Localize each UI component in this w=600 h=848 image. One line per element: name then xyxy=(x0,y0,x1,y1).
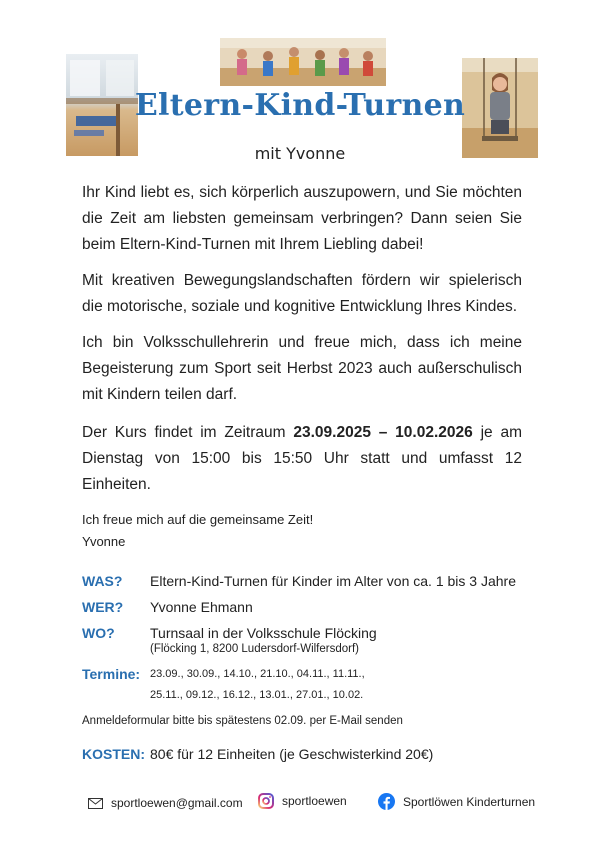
was-label: WAS? xyxy=(82,573,123,589)
termine-label: Termine: xyxy=(82,666,141,682)
registration-note: Anmeldeformular bitte bis spätestens 02.09. per E-Mail senden xyxy=(82,715,403,727)
mail-icon xyxy=(88,798,103,809)
footer-facebook[interactable] xyxy=(378,793,535,810)
signature: Yvonne xyxy=(82,534,126,549)
gym-hall-photo xyxy=(66,54,138,156)
facebook-icon xyxy=(378,793,395,810)
termine-dates-line-2: 25.11., 09.12., 16.12., 13.01., 27.01., 10.02. xyxy=(150,689,364,701)
wo-value: Turnsaal in der Volksschule Flöcking xyxy=(150,625,377,641)
instagram-handle[interactable]: sportloewen xyxy=(282,794,347,808)
schedule-text-end: je am Dienstag von 15:00 bis 15:50 Uhr statt und umfasst 12 Einheiten. xyxy=(82,424,522,493)
instagram-icon xyxy=(258,793,274,809)
intro-paragraph-1: Ihr Kind liebt es, sich körperlich auszupowern, und Sie möchten die Zeit am liebsten gemeinsam verbringen? Dann seien Sie beim Eltern-Kind-Turnen mit Ihrem Liebling dabei! xyxy=(82,184,522,253)
schedule-text-start: Der Kurs findet im Zeitraum xyxy=(82,424,294,441)
footer-email[interactable] xyxy=(88,796,243,810)
facebook-page-name[interactable]: Sportlöwen Kinderturnen xyxy=(403,794,536,809)
wo-address: (Flöcking 1, 8200 Ludersdorf-Wilfersdorf) xyxy=(150,643,359,655)
email-address[interactable]: sportloewen@gmail.com xyxy=(111,796,243,810)
was-value: Eltern-Kind-Turnen für Kinder im Alter von ca. 1 bis 3 Jahre xyxy=(150,573,516,589)
intro-paragraph-2: Mit kreativen Bewegungslandschaften fördern wir spielerisch die motorische, soziale und kognitive Entwicklung Ihres Kindes. xyxy=(82,272,522,315)
footer-instagram[interactable] xyxy=(258,793,347,809)
page-subtitle: mit Yvonne xyxy=(254,144,346,163)
intro-paragraph-3: Ich bin Volksschullehrerin und freue mich, dass ich meine Begeisterung zum Sport seit Herbst 2023 auch außerschulisch mit Kindern teilen darf. xyxy=(82,334,522,403)
wo-label: WO? xyxy=(82,625,115,641)
kosten-label: KOSTEN: xyxy=(82,746,145,762)
kosten-value: 80€ für 12 Einheiten (je Geschwisterkind 20€) xyxy=(150,746,434,762)
schedule-date-range: 23.09.2025 – 10.02.2026 xyxy=(293,424,473,441)
page-title: Eltern-Kind-Turnen xyxy=(134,88,466,123)
wer-value: Yvonne Ehmann xyxy=(150,599,253,615)
course-schedule-paragraph xyxy=(82,420,522,498)
termine-dates-line-1: 23.09., 30.09., 14.10., 21.10., 04.11., 11.11., xyxy=(150,668,365,680)
children-group-photo xyxy=(220,38,386,86)
trainer-swing-photo xyxy=(462,58,538,158)
closing-line: Ich freue mich auf die gemeinsame Zeit! xyxy=(82,512,314,527)
wer-label: WER? xyxy=(82,599,124,615)
